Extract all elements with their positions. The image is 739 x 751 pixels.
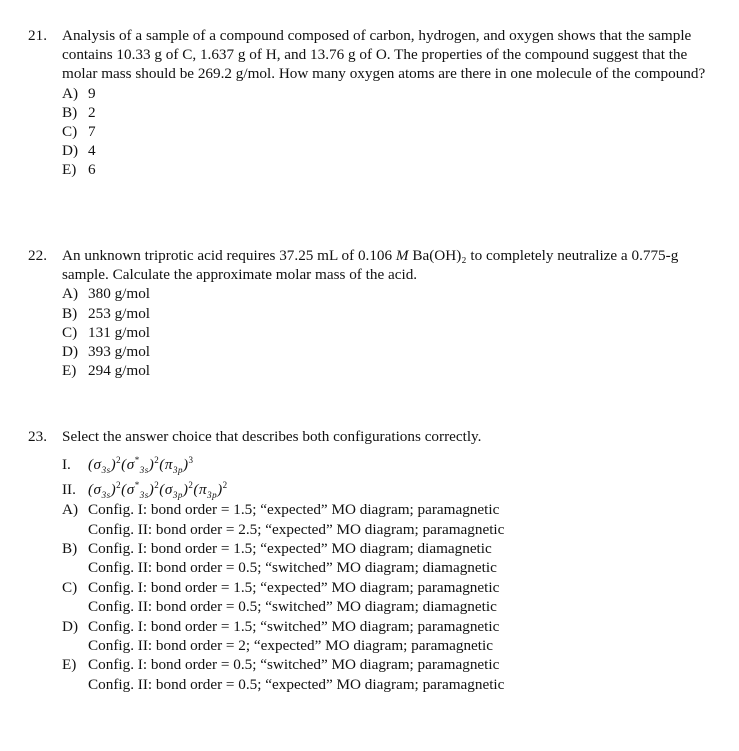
option-letter: B) (62, 539, 78, 557)
option-text: 2 (88, 103, 96, 121)
configuration-1 (62, 451, 728, 476)
question-stem (62, 246, 726, 284)
answer-option[interactable] (62, 160, 728, 179)
option-line: Config. II: bond order = 0.5; “switched” MO diagram; diamagnetic (88, 598, 497, 616)
molarity-symbol: M (395, 247, 409, 264)
question-22 (28, 246, 728, 380)
option-line: Config. I: bond order = 1.5; “switched” MO diagram; paramagnetic (88, 617, 500, 635)
option-letter: C) (62, 123, 78, 141)
option-text: 253 g/mol (88, 304, 151, 322)
mo-configuration-formula: $(\sigma_{3s})^2(\sigma^*_{3s})^2(\pi_{3p})^3$ (88, 455, 194, 476)
option-letter: A) (62, 285, 79, 303)
option-letter: C) (62, 323, 78, 341)
answer-option[interactable] (62, 141, 728, 160)
option-text: 131 g/mol (88, 323, 151, 341)
mo-configuration-formula: $(\sigma_{3s})^2(\sigma^*_{3s})^2(\sigma_{3p})^2(\pi_{3p})^2$ (88, 480, 228, 501)
answer-option[interactable] (62, 361, 728, 380)
answer-option[interactable] (62, 284, 728, 303)
question-number: 23. (28, 428, 47, 445)
option-line: Config. II: bond order = 0.5; “switched” MO diagram; diamagnetic (88, 559, 497, 577)
answer-option[interactable] (62, 539, 728, 578)
configuration-2 (62, 476, 728, 501)
answer-option[interactable] (62, 323, 728, 342)
stem-text-before: An unknown triprotic acid requires 37.25 mL of 0.106 (62, 247, 396, 264)
option-line: Config. II: bond order = 0.5; “expected” MO diagram; paramagnetic (88, 675, 505, 693)
question-stem: Analysis of a sample of a compound composed of carbon, hydrogen, and oxygen shows that the sample contains 10.33 g of C, 1.637 g of H, and 13.76 g of O. The properties of the compound suggest that the molar mass should be 269.2 g/mol. How many oxygen atoms are there in one molecule of the compound? (62, 27, 706, 83)
option-letter: D) (62, 343, 79, 361)
option-line: Config. I: bond order = 1.5; “expected” MO diagram; diamagnetic (88, 539, 492, 557)
option-letter: A) (62, 501, 79, 519)
option-letter: E) (62, 656, 77, 674)
option-text: 393 g/mol (88, 343, 151, 361)
option-line: Config. I: bond order = 1.5; “expected” MO diagram; paramagnetic (88, 501, 500, 519)
option-line: Config. II: bond order = 2; “expected” MO diagram; paramagnetic (88, 636, 493, 654)
question-number: 22. (28, 247, 47, 264)
option-text: 294 g/mol (88, 362, 151, 380)
stem-text-after: Ba(OH)₂ to completely neutralize a 0.775-g sample. Calculate the approximate molar mass of the acid. (62, 247, 679, 284)
question-23 (28, 427, 728, 694)
option-letter: D) (62, 617, 79, 635)
answer-option[interactable] (62, 304, 728, 323)
option-letter: A) (62, 84, 79, 102)
answer-option[interactable] (62, 578, 728, 617)
option-letter: D) (62, 142, 79, 160)
config-numeral: I. (62, 456, 71, 474)
answer-option[interactable] (62, 342, 728, 361)
option-letter: E) (62, 362, 77, 380)
answer-option[interactable] (62, 655, 728, 694)
option-text: 9 (88, 84, 96, 102)
answer-option[interactable] (62, 103, 728, 122)
answer-option[interactable] (62, 122, 728, 141)
answer-option[interactable] (62, 500, 728, 539)
option-letter: E) (62, 161, 77, 179)
option-line: Config. I: bond order = 0.5; “switched” MO diagram; paramagnetic (88, 656, 500, 674)
question-stem: Select the answer choice that describes both configurations correctly. (62, 428, 482, 445)
option-text: 380 g/mol (88, 285, 151, 303)
option-letter: B) (62, 304, 78, 322)
question-number: 21. (28, 27, 47, 44)
option-letter: B) (62, 103, 78, 121)
config-numeral: II. (62, 481, 76, 499)
answer-option[interactable] (62, 617, 728, 656)
option-text: 6 (88, 161, 96, 179)
question-21 (28, 26, 728, 180)
option-letter: C) (62, 578, 78, 596)
option-text: 4 (88, 142, 96, 160)
option-line: Config. I: bond order = 1.5; “expected” MO diagram; paramagnetic (88, 578, 500, 596)
option-text: 7 (88, 123, 96, 141)
option-line: Config. II: bond order = 2.5; “expected” MO diagram; paramagnetic (88, 520, 505, 538)
answer-option[interactable] (62, 84, 728, 103)
